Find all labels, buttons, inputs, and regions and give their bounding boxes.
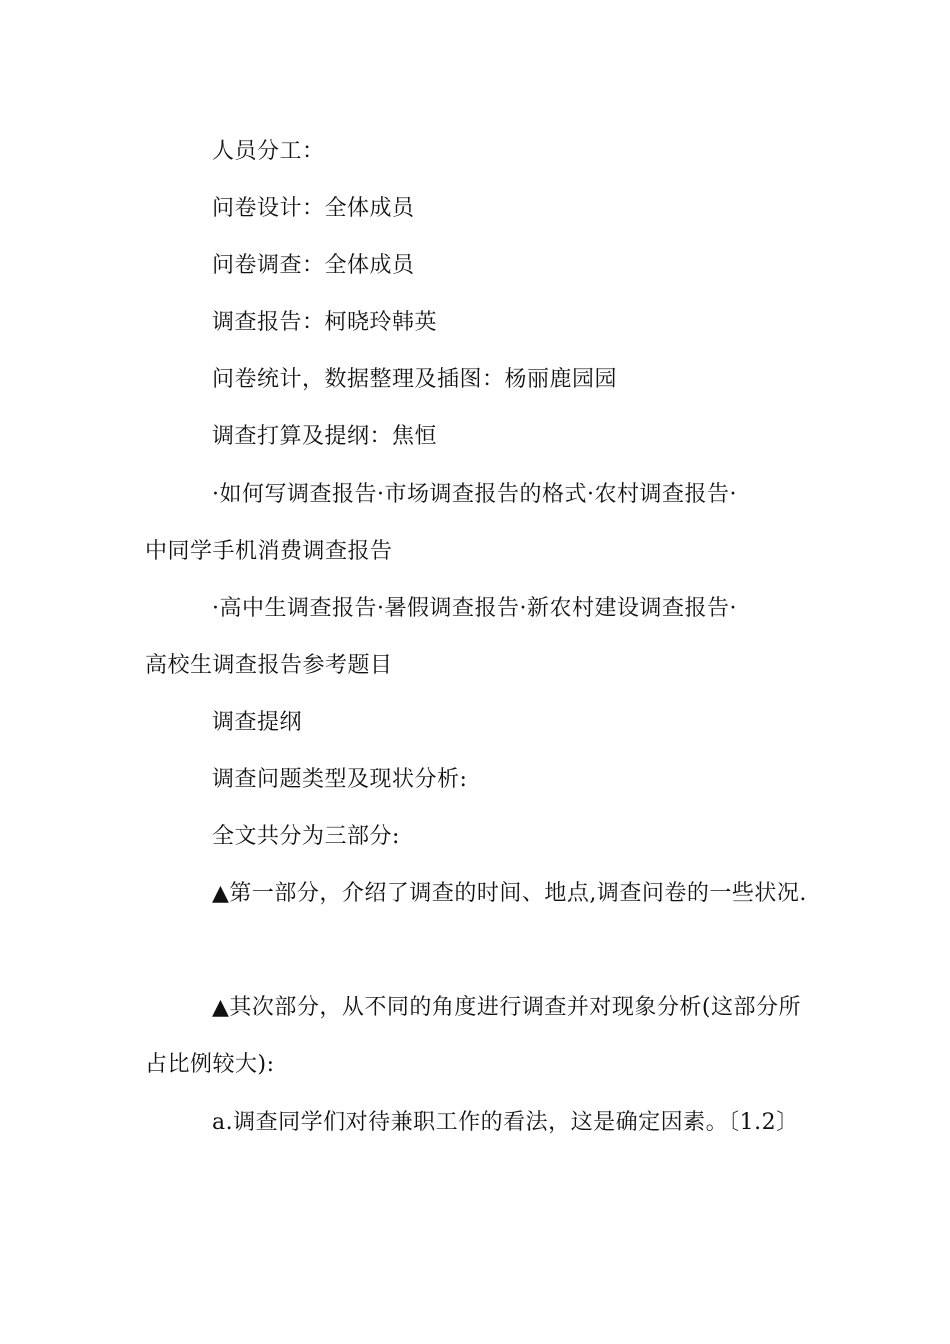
part-one-line: ▲第一部分，介绍了调查的时间、地点,调查问卷的一些状况. bbox=[212, 881, 807, 906]
related-links-line-2a: ·高中生调查报告·暑假调查报告·新农村建设调查报告· bbox=[212, 596, 737, 621]
related-links-line-2b: 高校生调查报告参考题目 bbox=[145, 653, 393, 678]
related-links-line-1b: 中同学手机消费调查报告 bbox=[145, 539, 393, 564]
item-a-line: a.调查同学们对待兼职工作的看法，这是确定因素。〔1.2〕 bbox=[212, 1110, 799, 1135]
questionnaire-design-line: 问卷设计：全体成员 bbox=[212, 196, 415, 221]
three-parts-line: 全文共分为三部分: bbox=[212, 824, 400, 849]
survey-report-line: 调查报告：柯晓玲韩英 bbox=[212, 310, 438, 335]
statistics-line: 问卷统计，数据整理及插图：杨丽鹿园园 bbox=[212, 367, 618, 392]
questionnaire-survey-line: 问卷调查：全体成员 bbox=[212, 253, 415, 278]
problem-analysis-line: 调查问题类型及现状分析: bbox=[212, 767, 468, 792]
part-two-line-b: 占比例较大): bbox=[145, 1052, 275, 1077]
related-links-line-1a: ·如何写调查报告·市场调查报告的格式·农村调查报告· bbox=[212, 482, 737, 507]
survey-outline-heading: 调查提纲 bbox=[212, 710, 303, 735]
plan-outline-line: 调查打算及提纲：焦恒 bbox=[212, 424, 438, 449]
part-two-line-a: ▲其次部分，从不同的角度进行调查并对现象分析(这部分所 bbox=[212, 995, 802, 1020]
staff-division-heading: 人员分工： bbox=[212, 139, 325, 164]
